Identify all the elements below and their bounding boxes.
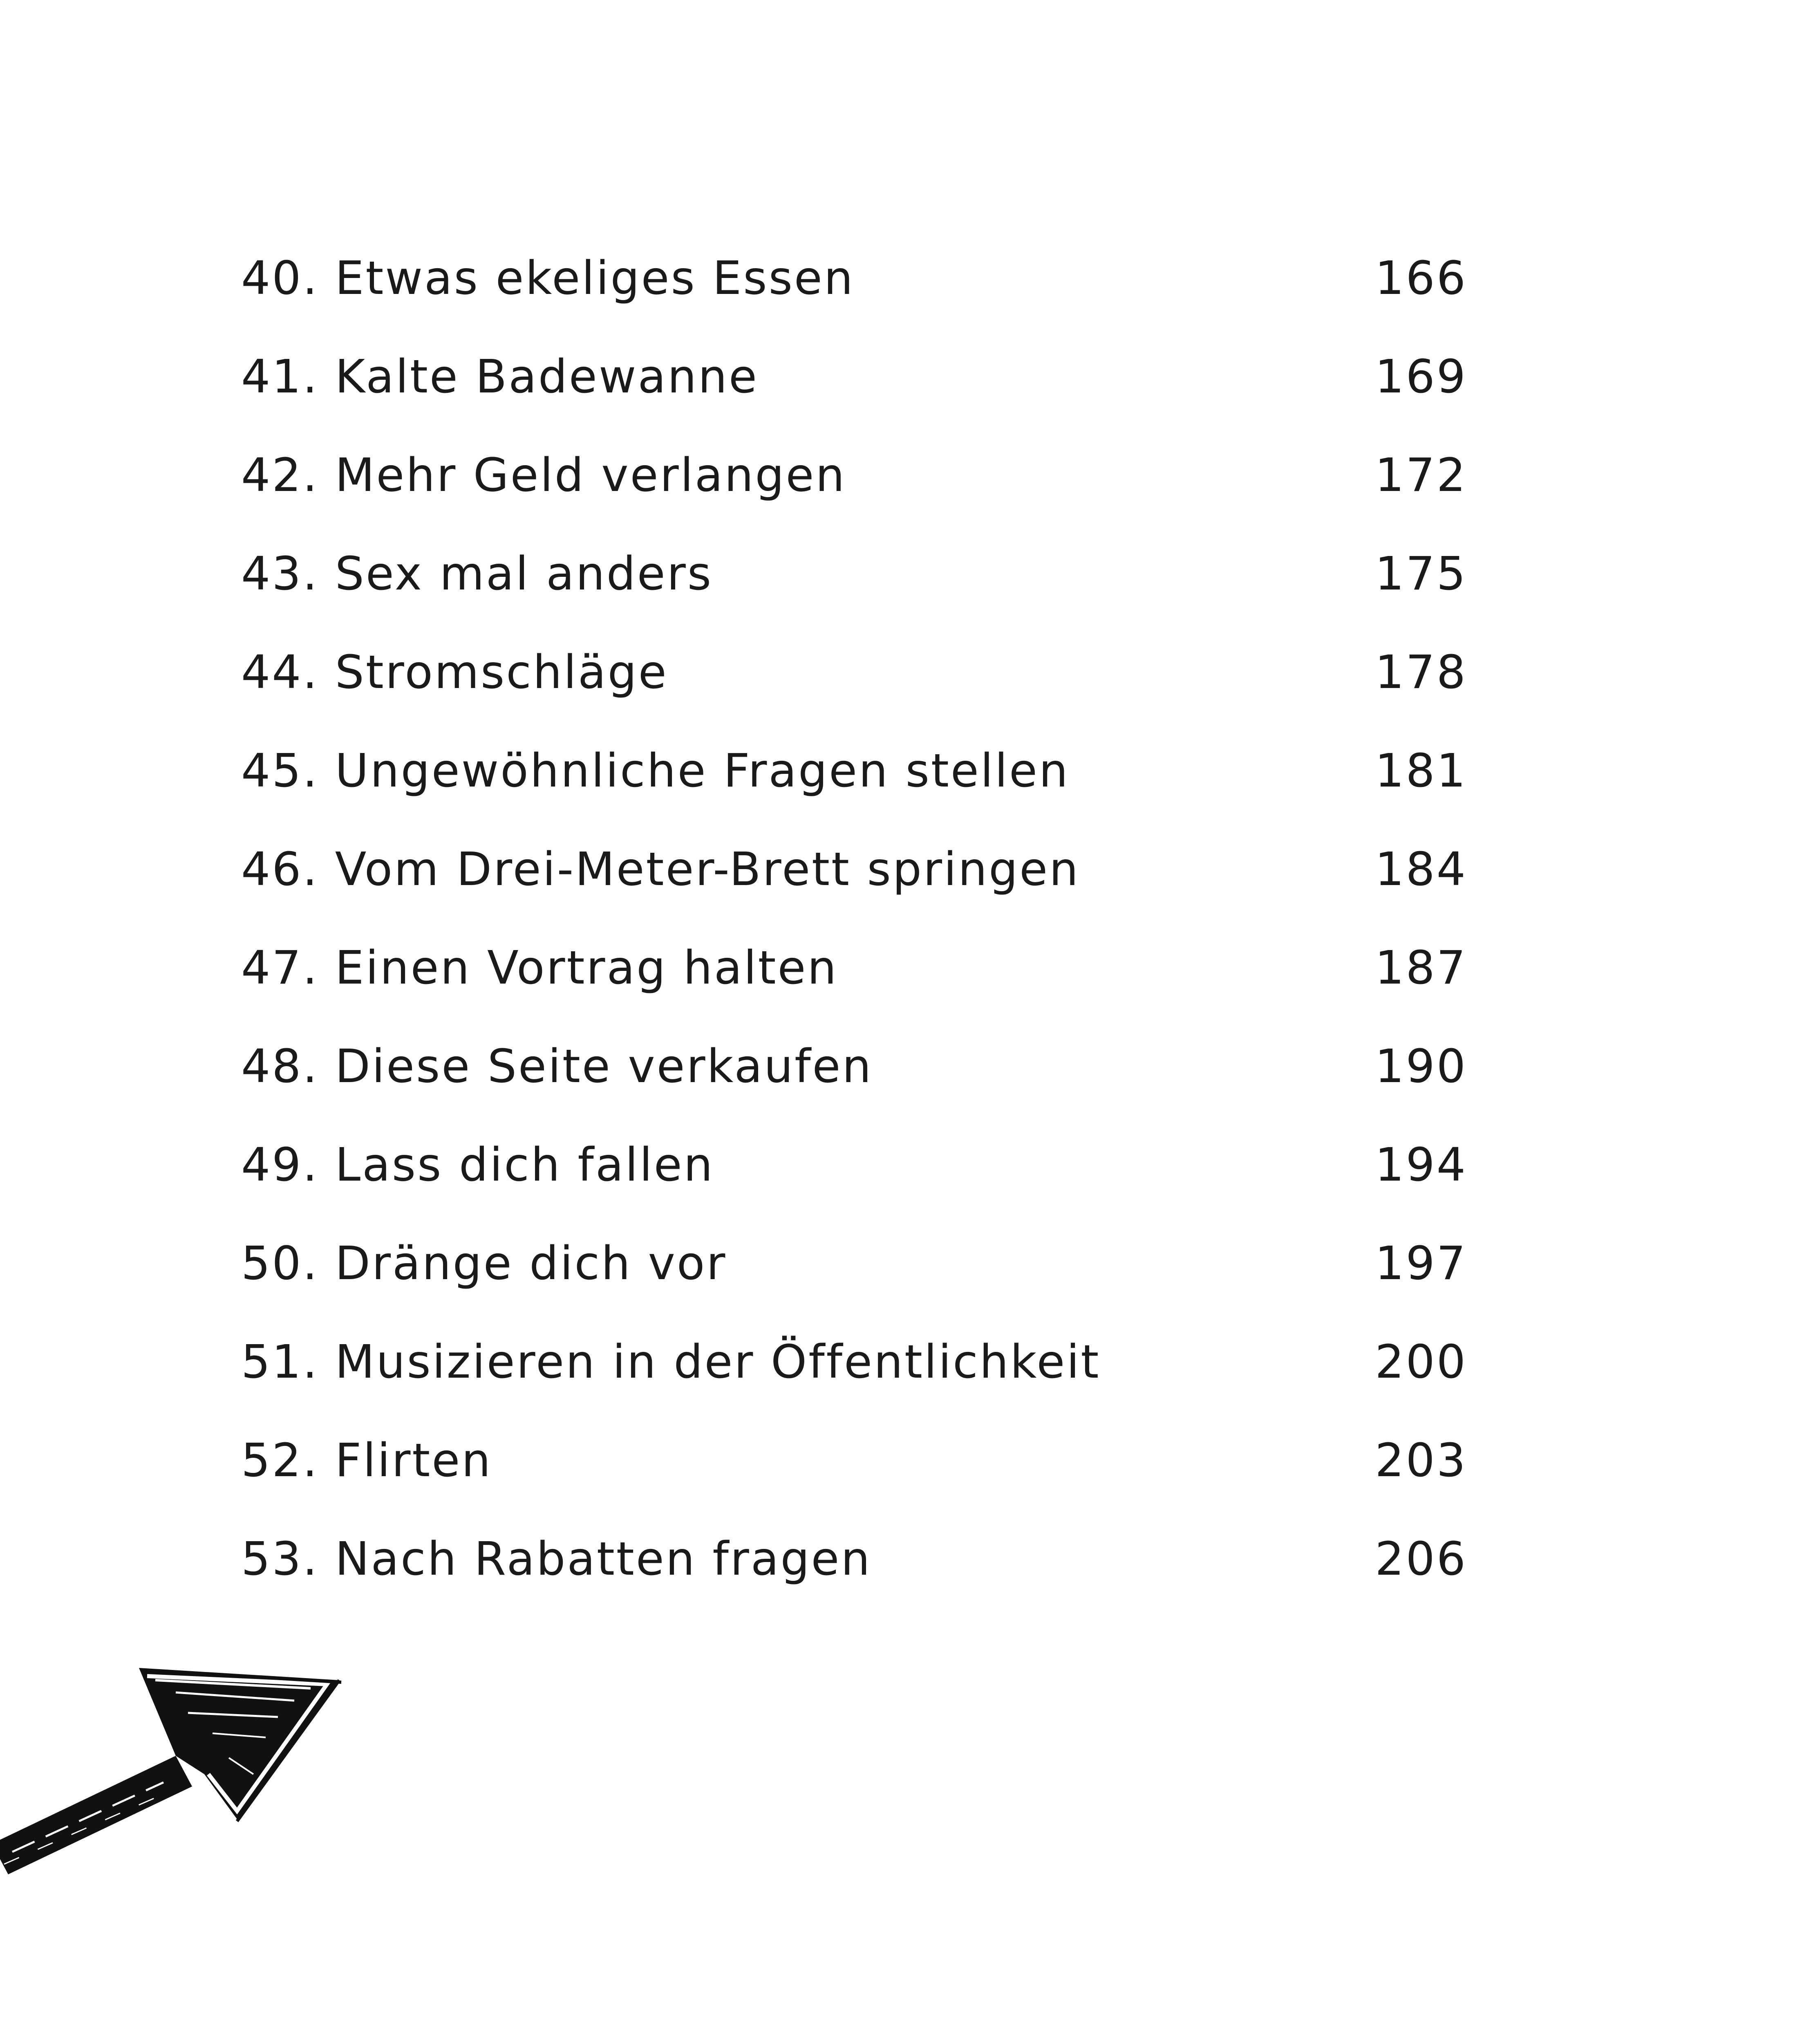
toc-entry bbox=[241, 722, 1467, 820]
toc-entry-page: 169 bbox=[1375, 350, 1467, 403]
toc-entry-title: 52. Flirten bbox=[241, 1434, 492, 1487]
toc-entry-page: 194 bbox=[1375, 1138, 1467, 1192]
hand-drawn-arrow-icon bbox=[0, 1652, 351, 1880]
toc-entry bbox=[241, 426, 1467, 524]
toc-entry bbox=[241, 1017, 1467, 1116]
toc-entry-title: 42. Mehr Geld verlangen bbox=[241, 448, 846, 502]
toc-entry-title: 43. Sex mal anders bbox=[241, 547, 713, 601]
toc-entry bbox=[241, 524, 1467, 623]
toc-entry-page: 166 bbox=[1375, 251, 1467, 305]
toc-entry-page: 187 bbox=[1375, 941, 1467, 995]
toc-entry-title: 41. Kalte Badewanne bbox=[241, 350, 759, 403]
toc-entry-page: 184 bbox=[1375, 843, 1467, 896]
toc-entry bbox=[241, 820, 1467, 919]
toc-entry bbox=[241, 1116, 1467, 1214]
toc-entry-page: 178 bbox=[1375, 645, 1467, 699]
toc-entry bbox=[241, 1313, 1467, 1411]
toc-entry-title: 49. Lass dich fallen bbox=[241, 1138, 714, 1192]
toc-entry bbox=[241, 327, 1467, 426]
toc-entry bbox=[241, 229, 1467, 327]
toc-entry-title: 44. Stromschläge bbox=[241, 645, 668, 699]
toc-entry-page: 175 bbox=[1375, 547, 1467, 601]
toc-entry-page: 200 bbox=[1375, 1335, 1467, 1389]
toc-entry-page: 181 bbox=[1375, 744, 1467, 798]
toc-entry-page: 203 bbox=[1375, 1434, 1467, 1487]
toc-entry-title: 50. Dränge dich vor bbox=[241, 1237, 727, 1290]
toc-entry-page: 190 bbox=[1375, 1040, 1467, 1093]
toc-entry-title: 51. Musizieren in der Öffentlichkeit bbox=[241, 1335, 1101, 1389]
toc-entry-page: 197 bbox=[1375, 1237, 1467, 1290]
toc-entry-title: 48. Diese Seite verkaufen bbox=[241, 1040, 873, 1093]
toc-entry bbox=[241, 1214, 1467, 1313]
toc-entry bbox=[241, 919, 1467, 1017]
toc-entry-title: 45. Ungewöhnliche Fragen stellen bbox=[241, 744, 1070, 798]
table-of-contents bbox=[241, 229, 1467, 1608]
toc-entry bbox=[241, 1411, 1467, 1510]
toc-entry bbox=[241, 623, 1467, 722]
toc-entry bbox=[241, 1510, 1467, 1608]
toc-entry-page: 206 bbox=[1375, 1532, 1467, 1586]
toc-entry-title: 53. Nach Rabatten fragen bbox=[241, 1532, 872, 1586]
toc-entry-page: 172 bbox=[1375, 448, 1467, 502]
toc-entry-title: 46. Vom Drei-Meter-Brett springen bbox=[241, 843, 1080, 896]
toc-entry-title: 40. Etwas ekeliges Essen bbox=[241, 251, 855, 305]
toc-entry-title: 47. Einen Vortrag halten bbox=[241, 941, 838, 995]
